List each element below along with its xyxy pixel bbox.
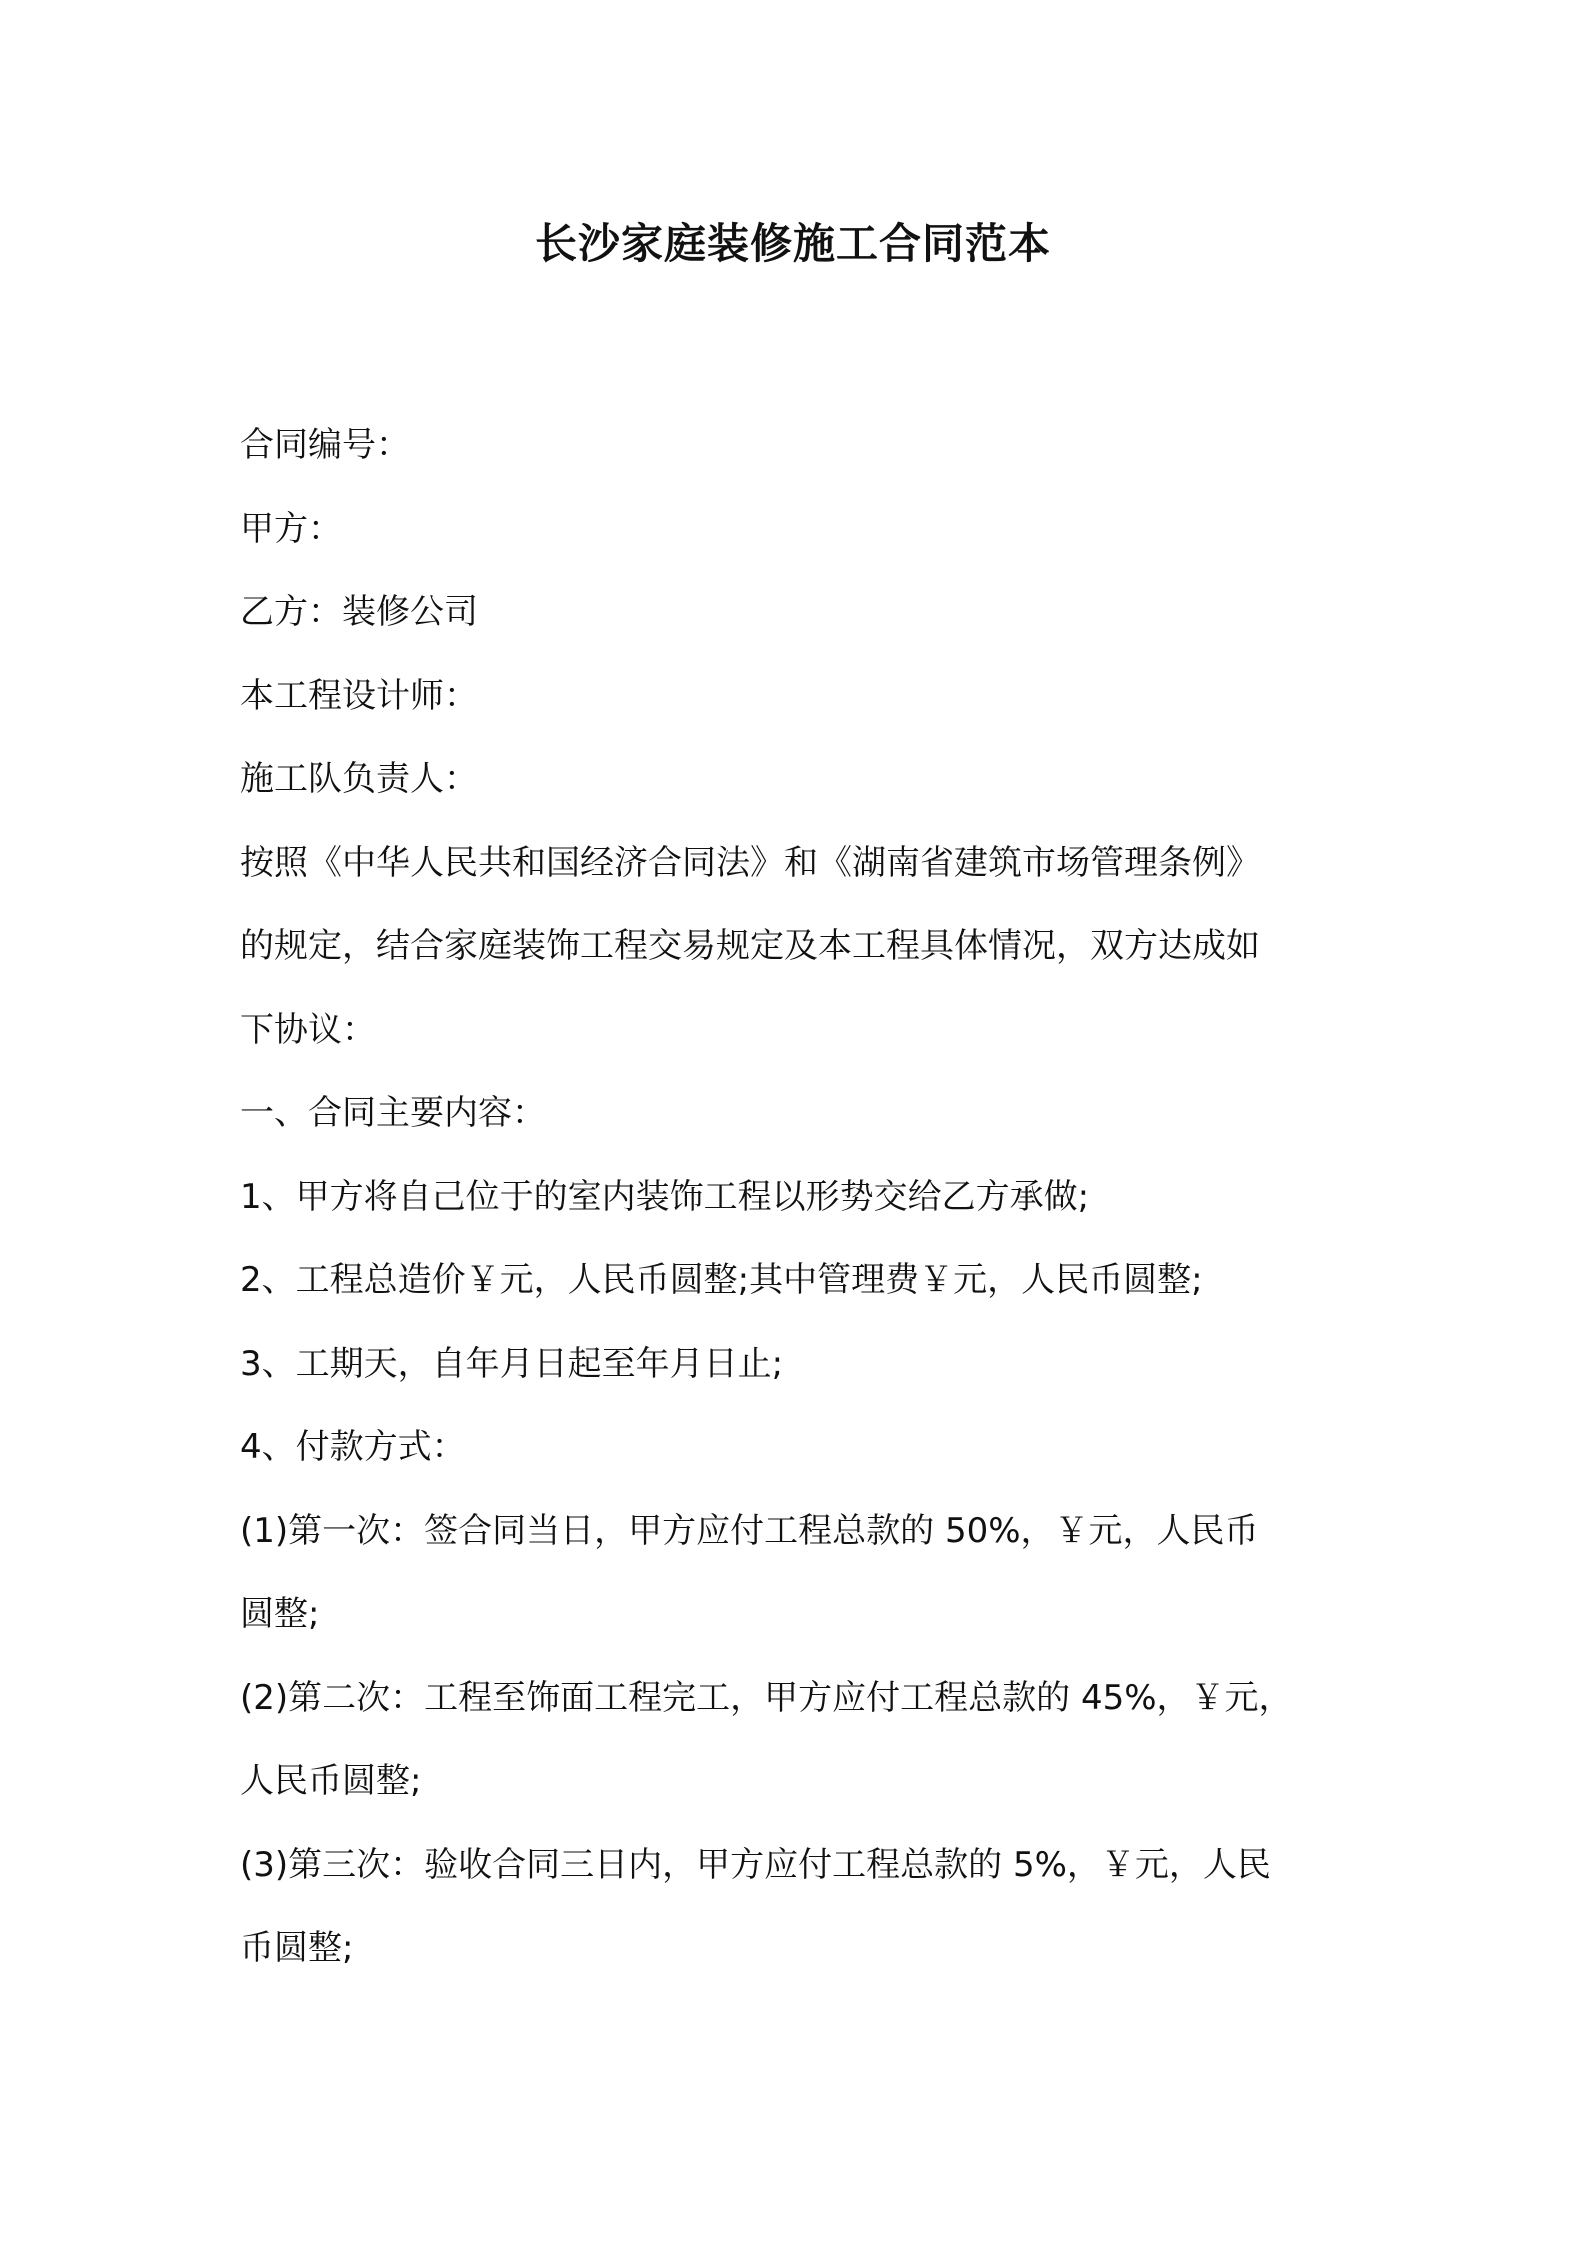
payment-3-line-1: (3)第三次：验收合同三日内，甲方应付工程总款的 5%，￥元，人民	[240, 1844, 1271, 1885]
preamble-line-3: 下协议：	[240, 1009, 376, 1050]
contract-number-line: 合同编号：	[240, 425, 410, 465]
clause-4-heading: 4、付款方式：	[240, 1427, 466, 1467]
document-title: 长沙家庭装修施工合同范本	[534, 219, 1051, 268]
preamble-line-2: 的规定，结合家庭装饰工程交易规定及本工程具体情况，双方达成如	[240, 926, 1260, 966]
payment-1-line-2: 圆整;	[240, 1594, 320, 1634]
clause-1: 1、甲方将自己位于的室内装饰工程以形势交给乙方承做;	[240, 1176, 1090, 1217]
payment-2-line-2: 人民币圆整;	[240, 1761, 422, 1801]
section-heading-main-contents: 一、合同主要内容：	[240, 1093, 546, 1133]
designer-line: 本工程设计师：	[240, 675, 478, 716]
preamble-line-1: 按照《中华人民共和国经济合同法》和《湖南省建筑市场管理条例》	[240, 842, 1260, 883]
document-body	[240, 404, 1360, 1991]
clause-3: 3、工期天，自年月日起至年月日止;	[240, 1343, 784, 1384]
payment-3-line-2: 币圆整;	[240, 1928, 354, 1968]
payment-1-line-1: (1)第一次：签合同当日，甲方应付工程总款的 50%，￥元，人民币	[240, 1510, 1259, 1551]
party-b-line: 乙方：装修公司	[240, 592, 478, 632]
construction-team-leader-line: 施工队负责人：	[240, 759, 478, 799]
party-a-line: 甲方：	[240, 508, 342, 549]
payment-2-line-1: (2)第二次：工程至饰面工程完工，甲方应付工程总款的 45%，￥元，	[240, 1677, 1293, 1718]
clause-2: 2、工程总造价￥元，人民币圆整;其中管理费￥元，人民币圆整;	[240, 1260, 1203, 1300]
